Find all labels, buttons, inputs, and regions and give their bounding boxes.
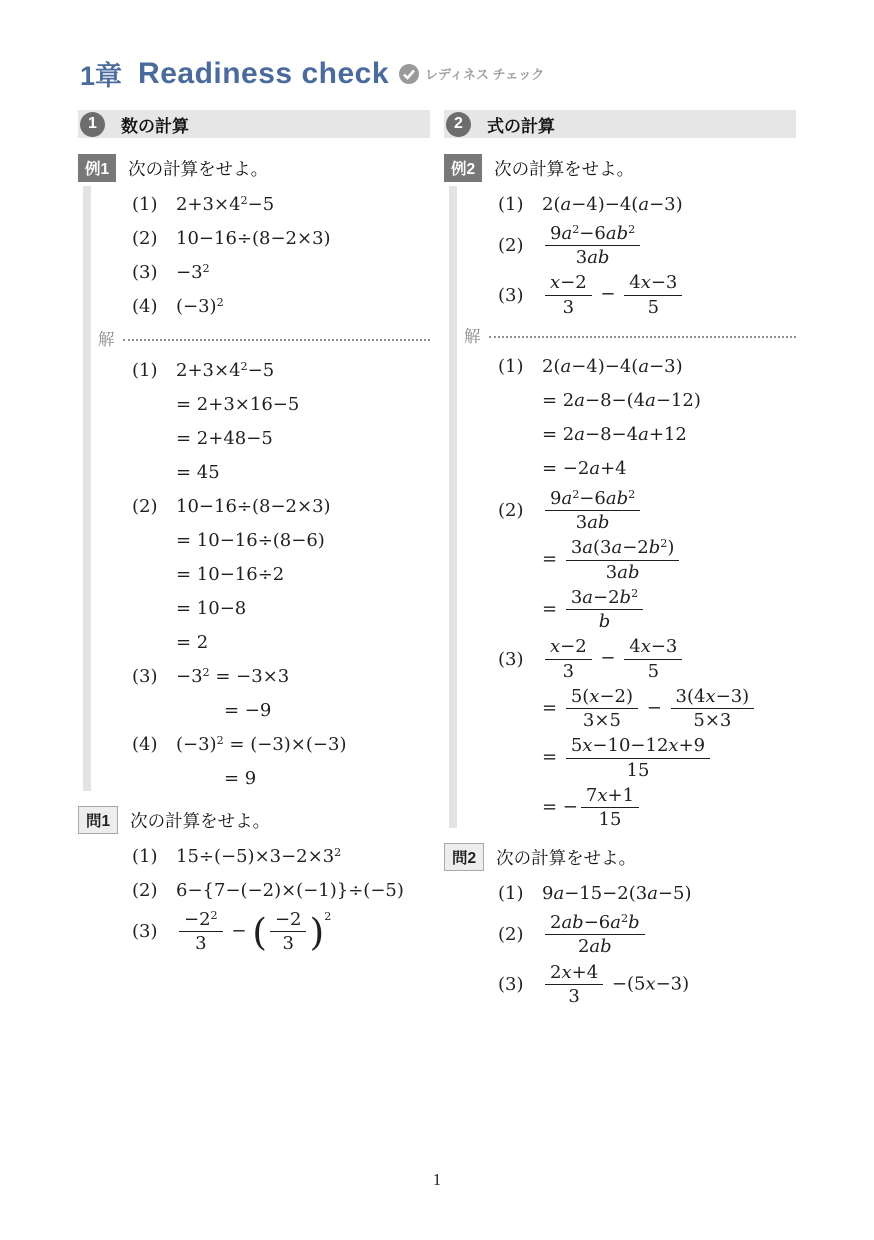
example-1-block bbox=[78, 153, 430, 795]
section-title: 式の計算 bbox=[487, 116, 555, 136]
solution-step bbox=[78, 659, 430, 693]
step-expression: = −2a+4 bbox=[542, 458, 627, 480]
step-expression: 10−16÷(8−2×3) bbox=[176, 495, 331, 517]
title-kana: レディネス チェック bbox=[425, 67, 545, 82]
step-expression: = 2a−8−(4a−12) bbox=[542, 390, 701, 412]
step-expression: = 2 bbox=[176, 631, 209, 653]
question-1-block bbox=[78, 805, 430, 956]
page-title: Readiness check bbox=[138, 56, 390, 90]
solution-step bbox=[78, 489, 430, 523]
solution-step bbox=[78, 625, 430, 659]
problem-number: (1) bbox=[132, 845, 158, 867]
problem-expression: $\frac{2x+4}{3}$ −(5x−3) bbox=[542, 960, 689, 1009]
step-expression: = 10−8 bbox=[176, 597, 247, 619]
solution-label: 解 bbox=[98, 330, 115, 349]
question-1-heading bbox=[78, 805, 430, 835]
problem-number: (3) bbox=[498, 284, 524, 306]
section-header-1 bbox=[78, 110, 430, 138]
step-expression: $\frac{9a^2-6ab^2}{3ab}$ bbox=[542, 486, 643, 535]
solution-step bbox=[78, 421, 430, 455]
problem-line bbox=[78, 187, 430, 221]
step-expression: = 10−16÷(8−6) bbox=[176, 529, 325, 551]
step-expression: = 2+3×16−5 bbox=[176, 393, 300, 415]
step-number: (4) bbox=[132, 733, 158, 755]
solution-step bbox=[444, 535, 796, 584]
problem-expression: $2+3\times 4^2-5$ bbox=[176, 193, 275, 215]
step-expression: = $\frac{3a(3a-2b^2)}{3ab}$ bbox=[542, 535, 682, 584]
solution-step bbox=[78, 591, 430, 625]
question-prompt: 次の計算をせよ。 bbox=[496, 847, 637, 868]
example-prompt: 次の計算をせよ。 bbox=[494, 158, 635, 179]
problem-number: (3) bbox=[132, 921, 158, 943]
example-label: 例1 bbox=[78, 154, 116, 182]
step-expression: $(-3)^2 = (-3)\times(-3)$ bbox=[176, 733, 347, 755]
question-label: 問1 bbox=[78, 806, 118, 834]
solution-step bbox=[444, 452, 796, 486]
problem-number: (2) bbox=[498, 235, 524, 257]
solution-step bbox=[78, 455, 430, 489]
solution-step bbox=[444, 733, 796, 782]
section-header-2 bbox=[444, 110, 796, 138]
step-number: (3) bbox=[132, 665, 158, 687]
problem-number: (2) bbox=[498, 924, 524, 946]
example-label: 例2 bbox=[444, 154, 482, 182]
step-number: (1) bbox=[498, 356, 524, 378]
problem-line bbox=[78, 221, 430, 255]
solution-step bbox=[444, 486, 796, 535]
solution-step bbox=[444, 684, 796, 733]
solution-step bbox=[78, 761, 430, 795]
page-header bbox=[80, 54, 544, 93]
problem-line bbox=[78, 839, 430, 873]
dotted-rule bbox=[489, 336, 797, 338]
problem-line bbox=[78, 873, 430, 907]
solution-step bbox=[444, 350, 796, 384]
problem-line bbox=[78, 289, 430, 323]
chapter-label: 1章 bbox=[80, 61, 123, 91]
problem-number: (1) bbox=[132, 193, 158, 215]
problem-expression: $(-3)^2$ bbox=[176, 295, 224, 317]
problem-expression: 10−16÷(8−2×3) bbox=[176, 227, 331, 249]
solution-divider bbox=[78, 323, 430, 353]
solution-divider bbox=[444, 320, 796, 350]
step-number: (3) bbox=[498, 648, 524, 670]
problem-number: (1) bbox=[498, 882, 524, 904]
check-circle-icon bbox=[399, 64, 419, 84]
section-number-badge: 1 bbox=[80, 112, 105, 137]
problem-expression: $\frac{x-2}{3}$ − $\frac{4x-3}{5}$ bbox=[542, 270, 685, 319]
step-expression: $2+3\times 4^2-5$ bbox=[176, 359, 275, 381]
step-number: (2) bbox=[498, 500, 524, 522]
solution-step bbox=[444, 384, 796, 418]
problem-number: (3) bbox=[498, 973, 524, 995]
step-number: (1) bbox=[132, 359, 158, 381]
problem-number: (2) bbox=[132, 879, 158, 901]
problem-line bbox=[444, 187, 796, 221]
problem-line bbox=[78, 907, 430, 956]
step-expression: = 2a−8−4a+12 bbox=[542, 424, 687, 446]
example-prompt: 次の計算をせよ。 bbox=[128, 158, 269, 179]
step-expression: = $\frac{3a-2b^2}{b}$ bbox=[542, 585, 646, 634]
step-expression: = −9 bbox=[224, 699, 272, 721]
left-column bbox=[78, 110, 430, 956]
solution-step bbox=[78, 693, 430, 727]
solution-step bbox=[78, 523, 430, 557]
problem-expression: $15\div(-5)\times 3-2\times 3^2$ bbox=[176, 845, 342, 867]
solution-step bbox=[78, 727, 430, 761]
problem-expression: $-3^2$ bbox=[176, 261, 210, 283]
example-2-heading bbox=[444, 153, 796, 183]
problem-expression: $\frac{9a^2-6ab^2}{3ab}$ bbox=[542, 221, 643, 270]
section-title: 数の計算 bbox=[121, 116, 189, 136]
problem-line bbox=[444, 876, 796, 910]
solution-step bbox=[78, 353, 430, 387]
problem-expression: $\frac{-2^2}{3}$ − ( $\frac{-2}{3}$ )$^2$ bbox=[176, 907, 331, 956]
right-column bbox=[444, 110, 796, 1009]
solution-step bbox=[444, 418, 796, 452]
problem-number: (4) bbox=[132, 295, 158, 317]
problem-line bbox=[444, 960, 796, 1009]
step-expression: = 9 bbox=[224, 767, 257, 789]
solution-step bbox=[444, 585, 796, 634]
solution-step bbox=[78, 387, 430, 421]
problem-number: (2) bbox=[132, 227, 158, 249]
question-prompt: 次の計算をせよ。 bbox=[130, 810, 271, 831]
page-number: 1 bbox=[432, 1170, 442, 1189]
problem-expression: $\frac{2ab-6a^2b}{2ab}$ bbox=[542, 910, 648, 959]
problem-line bbox=[444, 270, 796, 319]
step-expression: = $\frac{5x-10-12x+9}{15}$ bbox=[542, 733, 713, 782]
step-expression: 2(a−4)−4(a−3) bbox=[542, 356, 683, 378]
problem-number: (1) bbox=[498, 193, 524, 215]
problem-line bbox=[444, 910, 796, 959]
section-number-badge: 2 bbox=[446, 112, 471, 137]
example-2-block bbox=[444, 153, 796, 832]
solution-step bbox=[78, 557, 430, 591]
solution-step bbox=[444, 783, 796, 832]
question-label: 問2 bbox=[444, 843, 484, 871]
step-expression: = − $\frac{7x+1}{15}$ bbox=[542, 783, 642, 832]
question-2-block bbox=[444, 842, 796, 1009]
problem-number: (3) bbox=[132, 261, 158, 283]
problem-expression: 6−{7−(−2)×(−1)}÷(−5) bbox=[176, 879, 404, 901]
step-expression: = 45 bbox=[176, 461, 220, 483]
problem-expression: 9a−15−2(3a−5) bbox=[542, 882, 692, 904]
dotted-rule bbox=[123, 339, 431, 341]
step-expression: = 2+48−5 bbox=[176, 427, 273, 449]
example-1-heading bbox=[78, 153, 430, 183]
problem-line bbox=[78, 255, 430, 289]
step-expression: $\frac{x-2}{3}$ − $\frac{4x-3}{5}$ bbox=[542, 634, 685, 683]
solution-step bbox=[444, 634, 796, 683]
problem-line bbox=[444, 221, 796, 270]
step-expression: = 10−16÷2 bbox=[176, 563, 285, 585]
solution-label: 解 bbox=[464, 326, 481, 346]
step-expression: = $\frac{5(x-2)}{3\times 5}$ − $\frac{3(4x-3)}{5\times 3}$ bbox=[542, 684, 757, 733]
problem-expression: 2(a−4)−4(a−3) bbox=[542, 193, 683, 215]
step-number: (2) bbox=[132, 495, 158, 517]
step-expression: $-3^2 = -3\times 3$ bbox=[176, 665, 290, 687]
question-2-heading bbox=[444, 842, 796, 872]
